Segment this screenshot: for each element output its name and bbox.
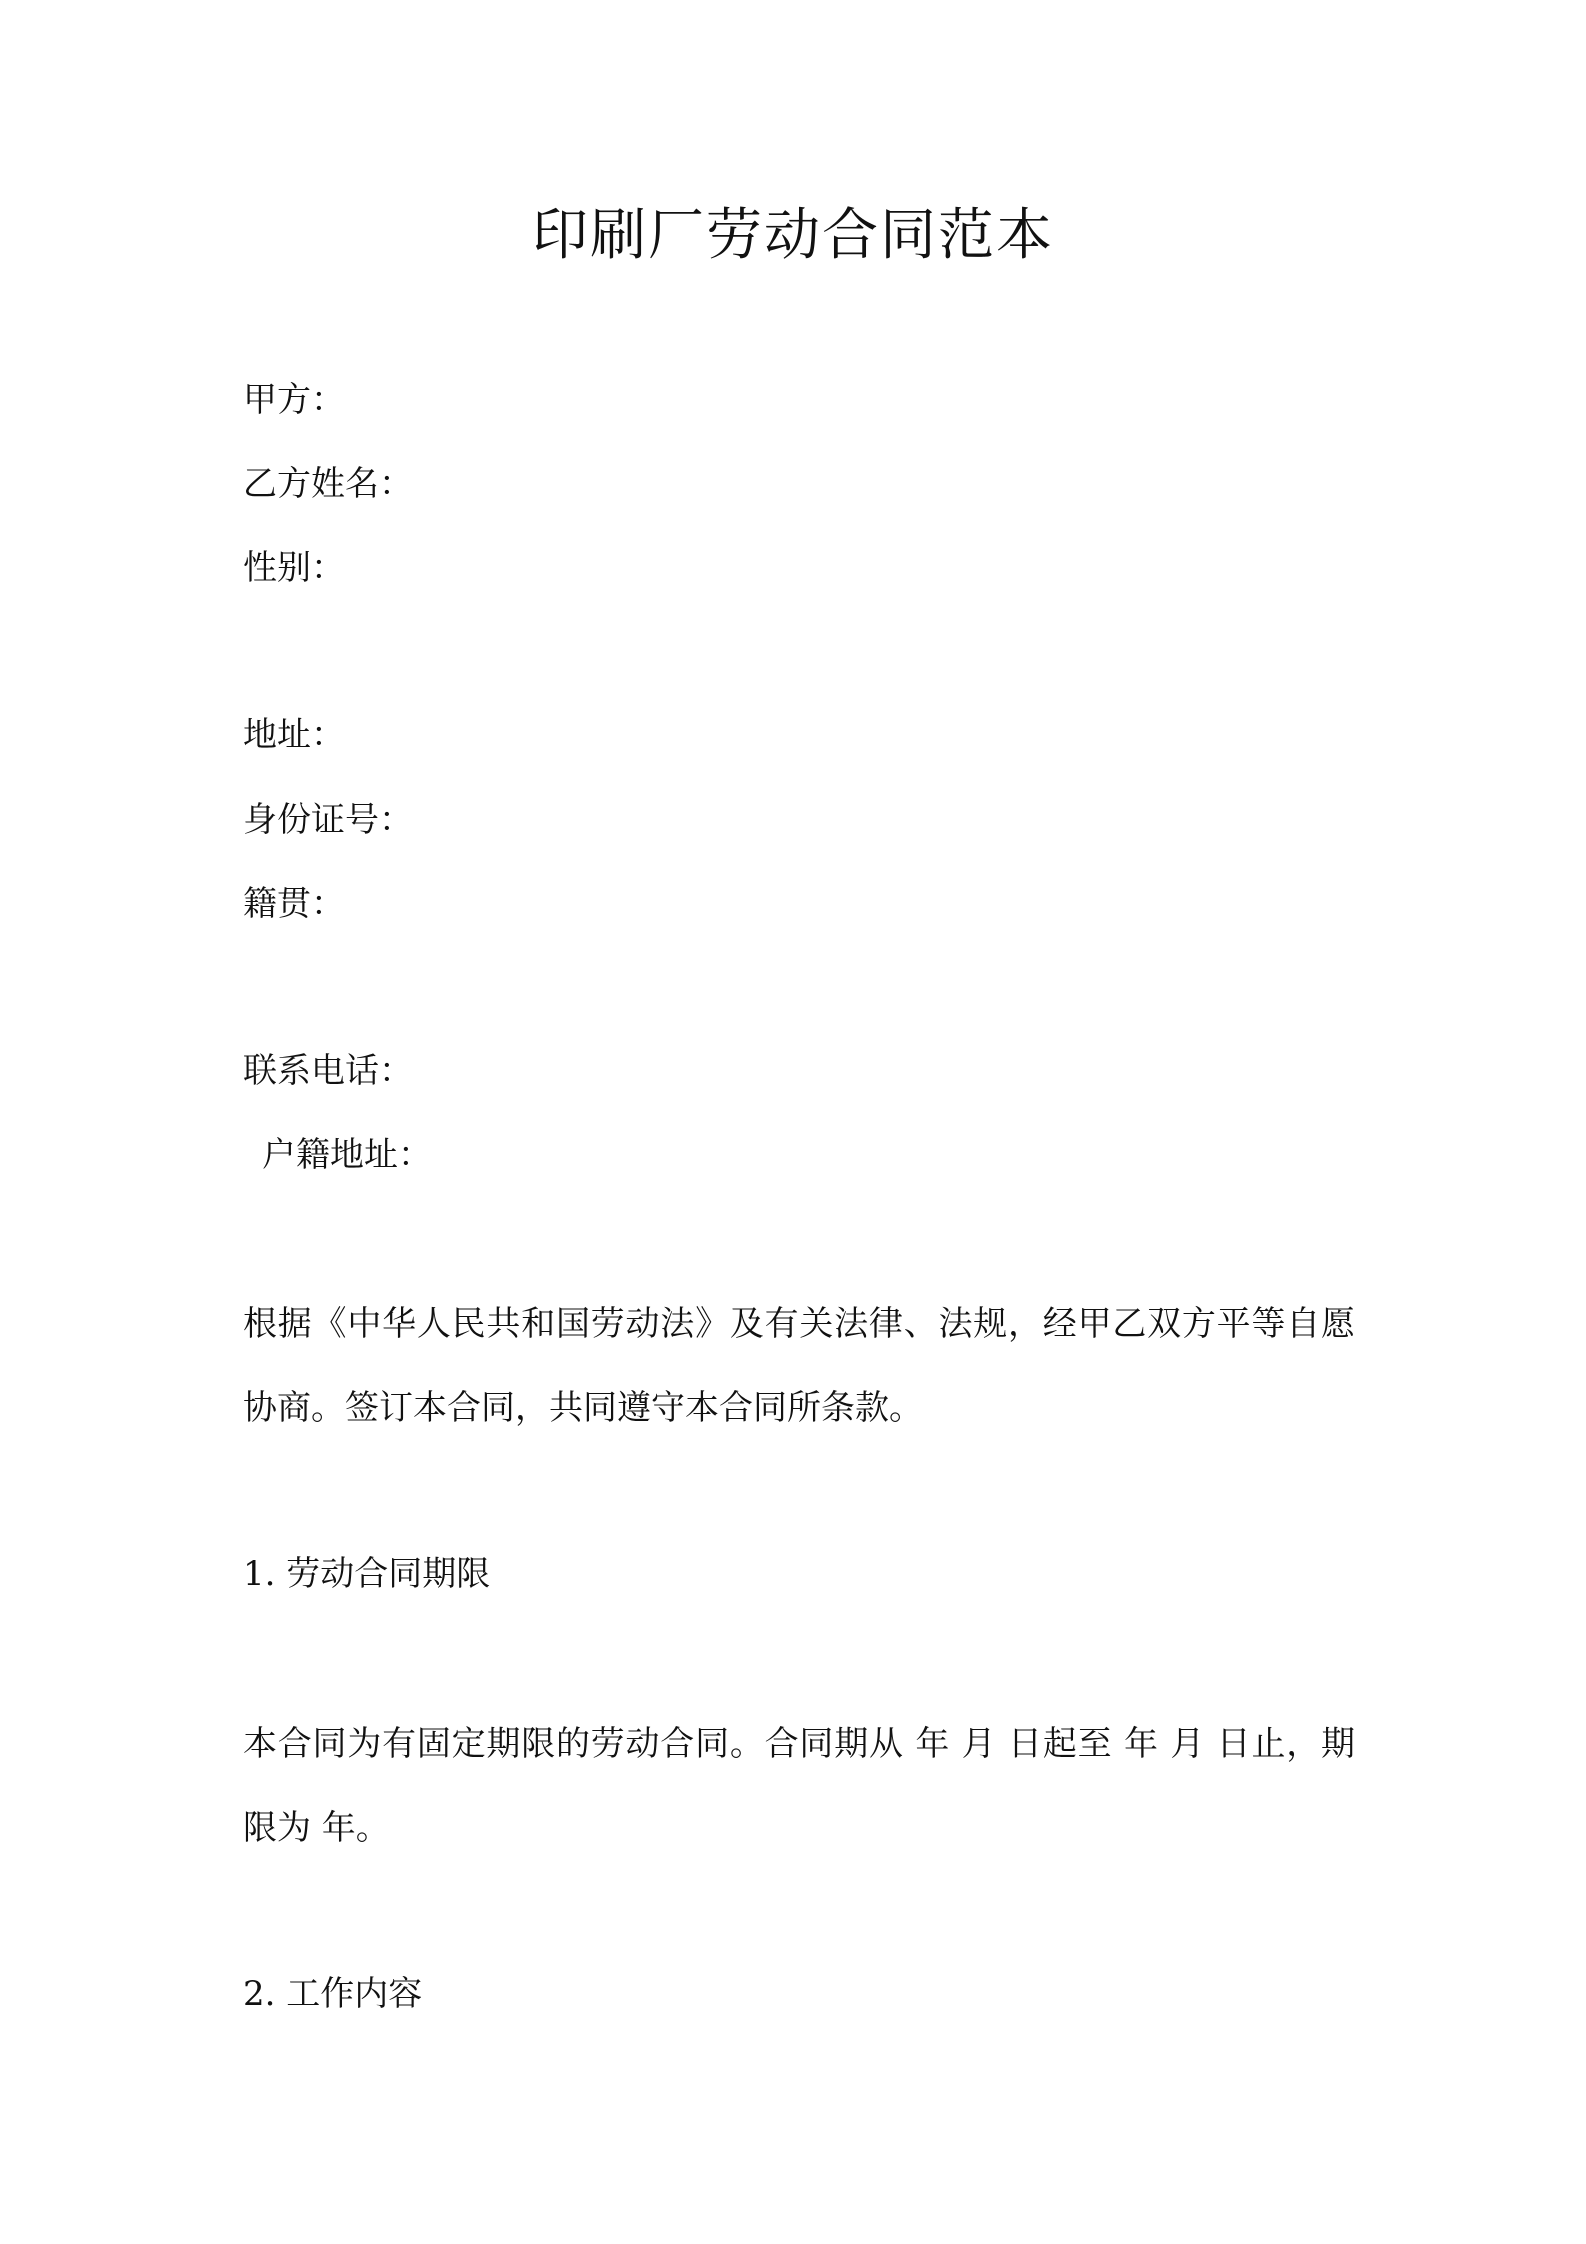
- document-title: 印刷厂劳动合同范本: [532, 203, 1054, 268]
- field-gender: 性别：: [243, 548, 345, 588]
- field-household-address: 户籍地址：: [262, 1135, 432, 1175]
- intro-paragraph: 根据《中华人民共和国劳动法》及有关法律、法规，经甲乙双方平等自愿协商。签订本合同，共同遵守本合同所条款。: [243, 1304, 1355, 1428]
- field-phone: 联系电话：: [243, 1051, 413, 1091]
- field-address: 地址：: [243, 715, 345, 755]
- field-party-a: 甲方：: [243, 380, 345, 420]
- section-heading-2: 2. 工作内容: [243, 1974, 423, 2014]
- section-body-1: 本合同为有固定期限的劳动合同。合同期从 年 月 日起至 年 月 日止，期限为 年。: [243, 1724, 1355, 1848]
- field-native-place: 籍贯：: [243, 884, 345, 924]
- section-heading-1: 1. 劳动合同期限: [243, 1554, 491, 1594]
- field-party-b-name: 乙方姓名：: [243, 464, 413, 504]
- field-id-number: 身份证号：: [243, 800, 413, 840]
